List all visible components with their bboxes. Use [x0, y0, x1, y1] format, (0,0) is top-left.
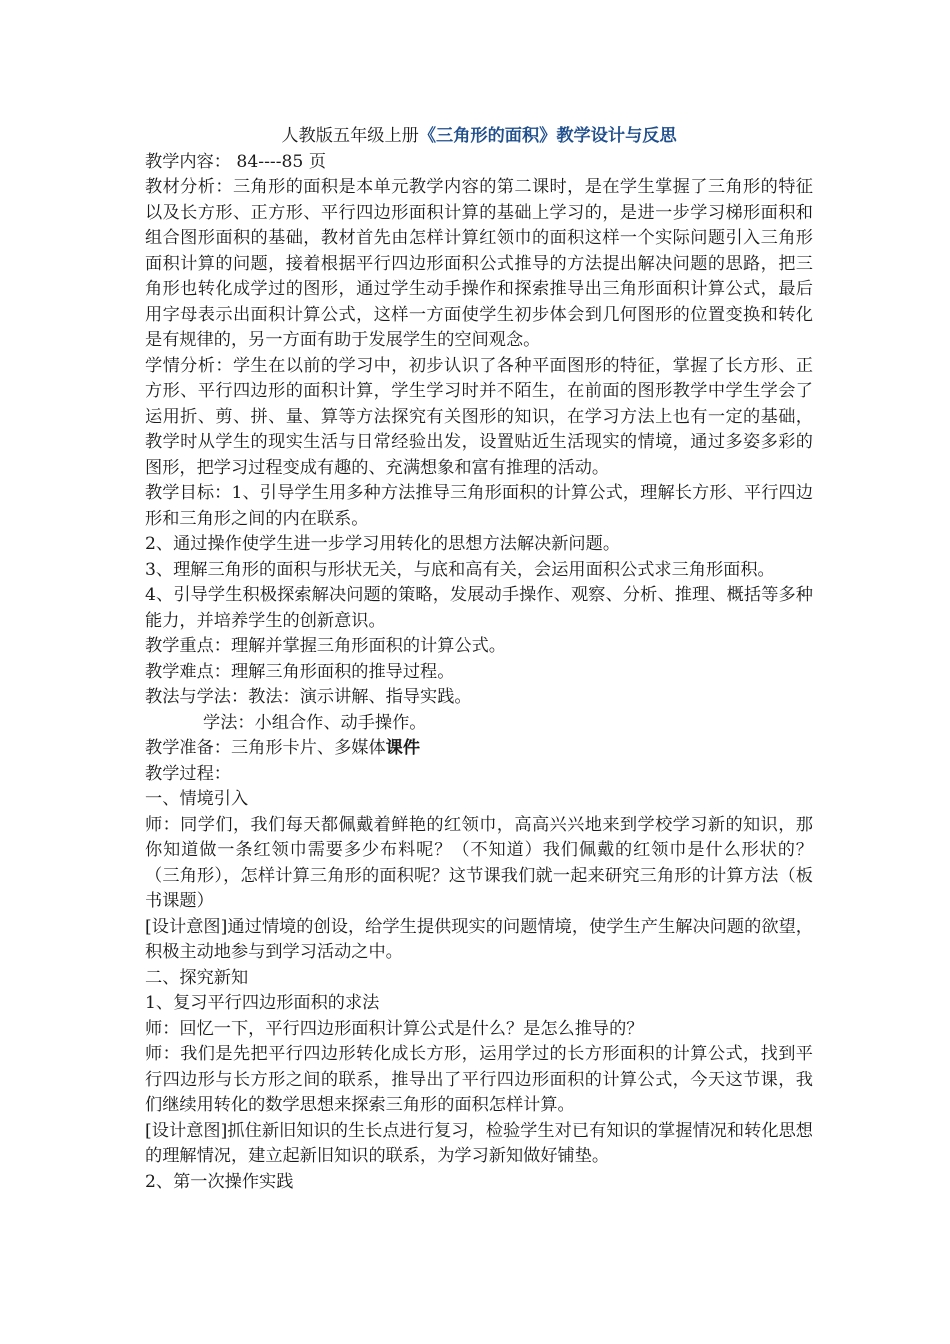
goal-1: 教学目标：1、引导学生用多种方法推导三角形面积的计算公式，理解长方形、平行四边形和三角形之间的内在联系。	[145, 483, 813, 529]
learning-method: 学法：小组合作、动手操作。	[203, 712, 427, 733]
review-question: 师：回忆一下，平行四边形面积计算公式是什么？是怎么推导的？	[145, 1018, 644, 1039]
material-analysis: 教材分析：三角形的面积是本单元教学内容的第二课时，是在学生掌握了三角形的特征以及长方形、正方形、平行四边形面积计算的基础上学习的，是进一步学习梯形面积和组合图形面积的基础，教材首先由怎样计算红领巾的面积这样一个实际问题引入三角形面积计算的问题，接着根据平行四边形面积公式推导的方法提出解决问题的思路，把三角形也转化成学过的图形，通过学生动手操作和探索推导出三角形面积计算公式，最后用字母表示出面积计算公式，这样一方面使学生初步体会到几何图形的位置变换和转化是有规律的，另一方面有助于发展学生的空间观念。	[145, 177, 813, 350]
student-analysis: 学情分析：学生在以前的学习中，初步认识了各种平面图形的特征，掌握了长方形、正方形、平行四边形的面积计算，学生学习时并不陌生，在前面的图形教学中学生学会了运用折、剪、拼、量、算等方法探究有关图形的知识，在学习方法上也有一定的基础，教学时从学生的现实生活与日常经验出发，设置贴近生活现实的情境，通过多姿多彩的图形，把学习过程变成有趣的、充满想象和富有推理的活动。	[145, 355, 813, 478]
document-page	[145, 124, 813, 1195]
goal-4: 4、引导学生积极探索解决问题的策略，发展动手操作、观察、分析、推理、概括等多种能力，并培养学生的创新意识。	[145, 585, 813, 631]
design-intent-1: [设计意图]通过情境的创设，给学生提供现实的问题情境，使学生产生解决问题的欲望，积极主动地参与到学习活动之中。	[145, 916, 813, 962]
section-1-heading: 一、情境引入	[145, 789, 249, 809]
step-1-heading: 1、复习平行四边形面积的求法	[145, 993, 380, 1013]
review-answer: 师：我们是先把平行四边形转化成长方形，运用学过的长方形面积的计算公式，找到平行四边形与长方形之间的联系，推导出了平行四边形面积的计算公式，今天这节课，我们继续用转化的数学思想来探索三角形的面积怎样计算。	[145, 1044, 813, 1115]
design-intent-2: [设计意图]抓住新旧知识的生长点进行复习，检验学生对已有知识的掌握情况和转化思想的理解情况，建立起新旧知识的联系，为学习新知做好铺垫。	[145, 1120, 813, 1166]
intro-dialogue: 师：同学们，我们每天都佩戴着鲜艳的红领巾，高高兴兴地来到学校学习新的知识，那你知道做一条红领巾需要多少布料呢？（不知道）我们佩戴的红领巾是什么形状的？（三角形），怎样计算三角形的面积呢？这节课我们就一起来研究三角形的计算方法（板书课题）	[145, 814, 813, 911]
preparation-text: 教学准备：三角形卡片、多媒体	[145, 738, 386, 758]
goal-3: 3、理解三角形的面积与形状无关，与底和高有关，会运用面积公式求三角形面积。	[145, 559, 775, 580]
preparation	[145, 736, 813, 762]
process-heading: 教学过程：	[145, 763, 231, 784]
teaching-method: 教法与学法：教法：演示讲解、指导实践。	[145, 687, 472, 707]
goal-2: 2、通过操作使学生进一步学习用转化的思想方法解决新问题。	[145, 534, 621, 554]
title-prefix: 人教版五年级上册	[281, 126, 419, 146]
document-title	[145, 124, 813, 150]
step-2-heading: 2、第一次操作实践	[145, 1171, 294, 1192]
title-highlight: 《三角形的面积》教学设计与反思	[418, 126, 677, 146]
key-point: 教学重点：理解并掌握三角形面积的计算公式。	[145, 636, 506, 656]
difficulty: 教学难点：理解三角形面积的推导过程。	[145, 661, 455, 682]
content-range: 教学内容： 84----85 页	[145, 151, 327, 172]
section-2-heading: 二、探究新知	[145, 967, 249, 988]
preparation-bold: 课件	[385, 738, 421, 758]
